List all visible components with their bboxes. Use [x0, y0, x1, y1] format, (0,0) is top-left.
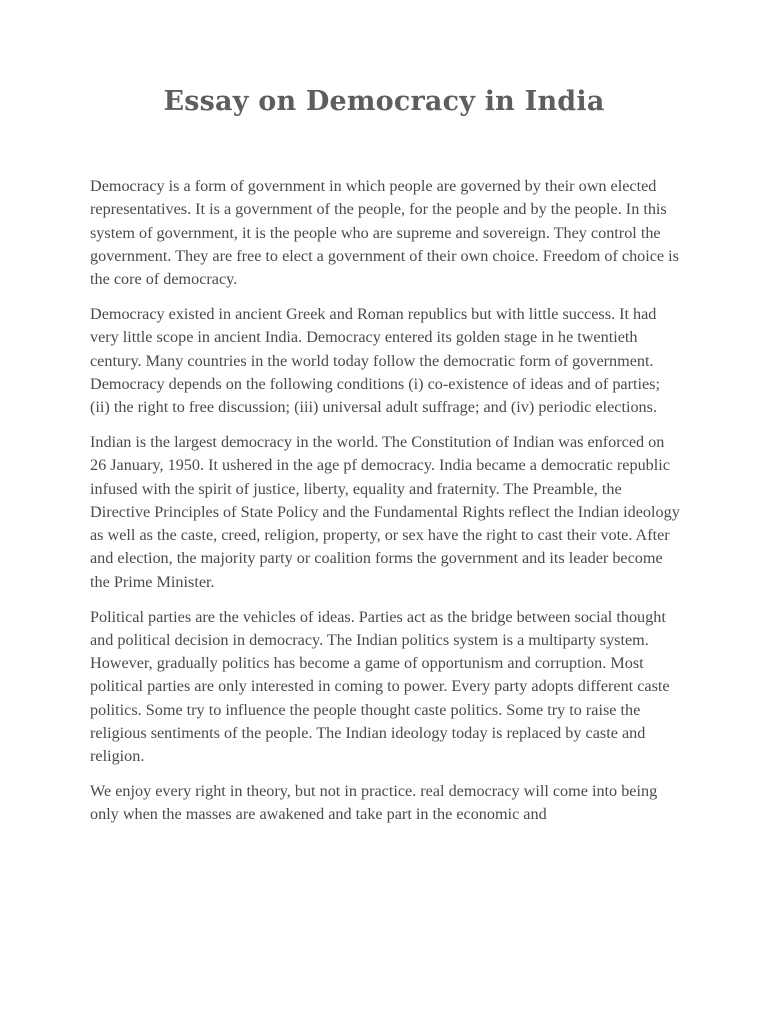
paragraph-2: Democracy existed in ancient Greek and Roman republics but with little success. It had very little scope in ancient India. Democracy entered its golden stage in he twentieth century. Many countries in the world today follow the democratic form of government. Democracy depends on the following conditions (i) co-existence of ideas and of parties; (ii) the right to free discussion; (iii) universal adult suffrage; and (iv) periodic elections. — [90, 304, 660, 417]
essay-body — [90, 175, 680, 838]
paragraph-5: We enjoy every right in theory, but not in practice. real democracy will come into being only when the masses are awakened and take part in the economic and — [90, 782, 658, 824]
paragraph-1: Democracy is a form of government in which people are governed by their own elected representatives. It is a government of the people, for the people and by the people. In this system of government, it is the people who are supreme and sovereign. They control the government. They are free to elect a government of their own choice. Freedom of choice is the core of democracy. — [90, 177, 679, 289]
page-title: Essay on Democracy in India — [163, 86, 605, 117]
paragraph-3: Indian is the largest democracy in the world. The Constitution of Indian was enforced on 26 January, 1950. It ushered in the age pf democracy. India became a democratic republic infused with the spirit of justice, liberty, equality and fraternity. The Preamble, the Directive Principles of State Policy and the Fundamental Rights reflect the Indian ideology as well as the caste, creed, religion, property, or sex have the right to cast their vote. After and election, the majority party or coalition forms the government and its leader become the Prime Minister. — [90, 432, 680, 591]
paragraph-4: Political parties are the vehicles of ideas. Parties act as the bridge between social thought and political decision in democracy. The Indian politics system is a multiparty system. However, gradually politics has become a game of opportunism and corruption. Most political parties are only interested in coming to power. Every party adopts different caste politics. Some try to influence the people thought caste politics. Some try to raise the religious sentiments of the people. The Indian ideology today is replaced by caste and religion. — [90, 607, 670, 766]
